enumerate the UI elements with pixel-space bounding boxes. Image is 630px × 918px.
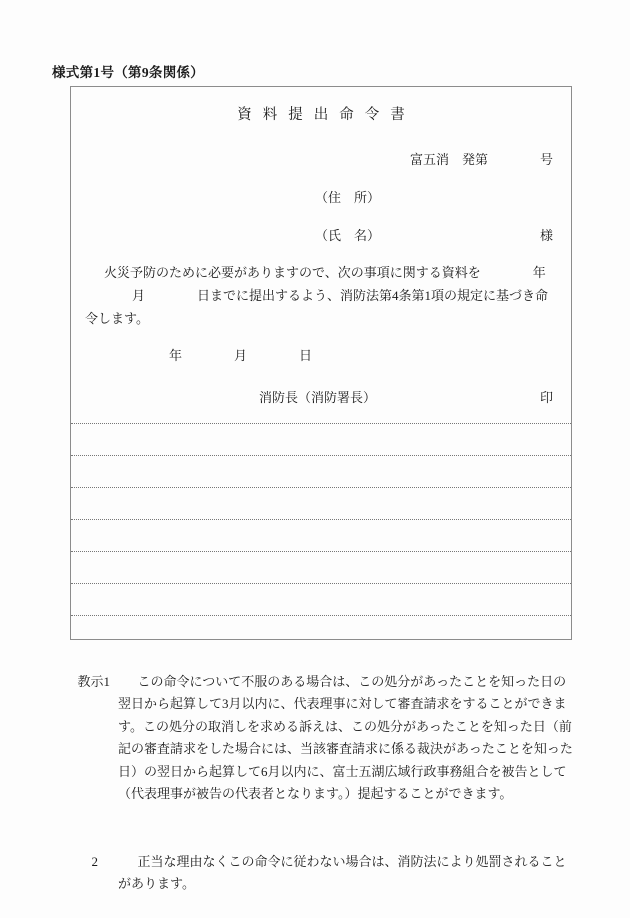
ruled-line [71,615,571,616]
footer-notice-text: この命令について不服のある場合は、この処分があったことを知った日の翌日から起算して3月以内に、代表理事に対して審査請求をすることができます。この処分の取消しを求める訴えは、この処分があったことを知った日（前記の審査請求をした場合には、当該審査請求に係る裁決があったことを知った日）の翌日から起算して6月以内に、富士五湖広域行政事務組合を被告として（代表理事が被告の代表者となります。）提起することができます。 [118,673,573,801]
issue-date-line: 年 月 日 [169,348,313,363]
ruled-writing-area [71,423,571,639]
ruled-line [71,551,571,552]
ruled-line [71,519,571,520]
address-field-label: （住 所） [315,190,381,205]
footer-notice-item [58,828,576,918]
name-field-label: （氏 名） [315,228,381,243]
footer-notice-lead: 2 [91,853,98,869]
ruled-line [71,423,571,424]
form-number-header: 様式第1号（第9条関係） [52,65,205,80]
body-line: 月 日までに提出するよう、消防法第4条第1項の規定に基づき命 [132,288,549,303]
footer-notice-lead: 教示1 [77,673,111,689]
body-line: 火災予防のために必要がありますので、次の事項に関する資料を 年 [104,265,546,280]
document-number: 富五消 発第 号 [409,152,553,167]
order-body-text [85,261,557,330]
seal-stamp-mark: 印 [539,390,553,405]
order-form-box [70,86,572,640]
ruled-line [71,487,571,488]
footer-notices [58,648,576,918]
ruled-line [71,455,571,456]
footer-notice-item [58,648,576,828]
footer-notice-text: 正当な理由なくこの命令に従わない場合は、消防法により処罰されることがあります。 [118,853,567,891]
name-honorific-suffix: 様 [539,228,553,243]
signer-title-line: 消防長（消防署長） [259,390,377,405]
body-line: 令します。 [85,311,149,326]
ruled-line [71,583,571,584]
document-title: 資料提出命令書 [237,107,416,123]
